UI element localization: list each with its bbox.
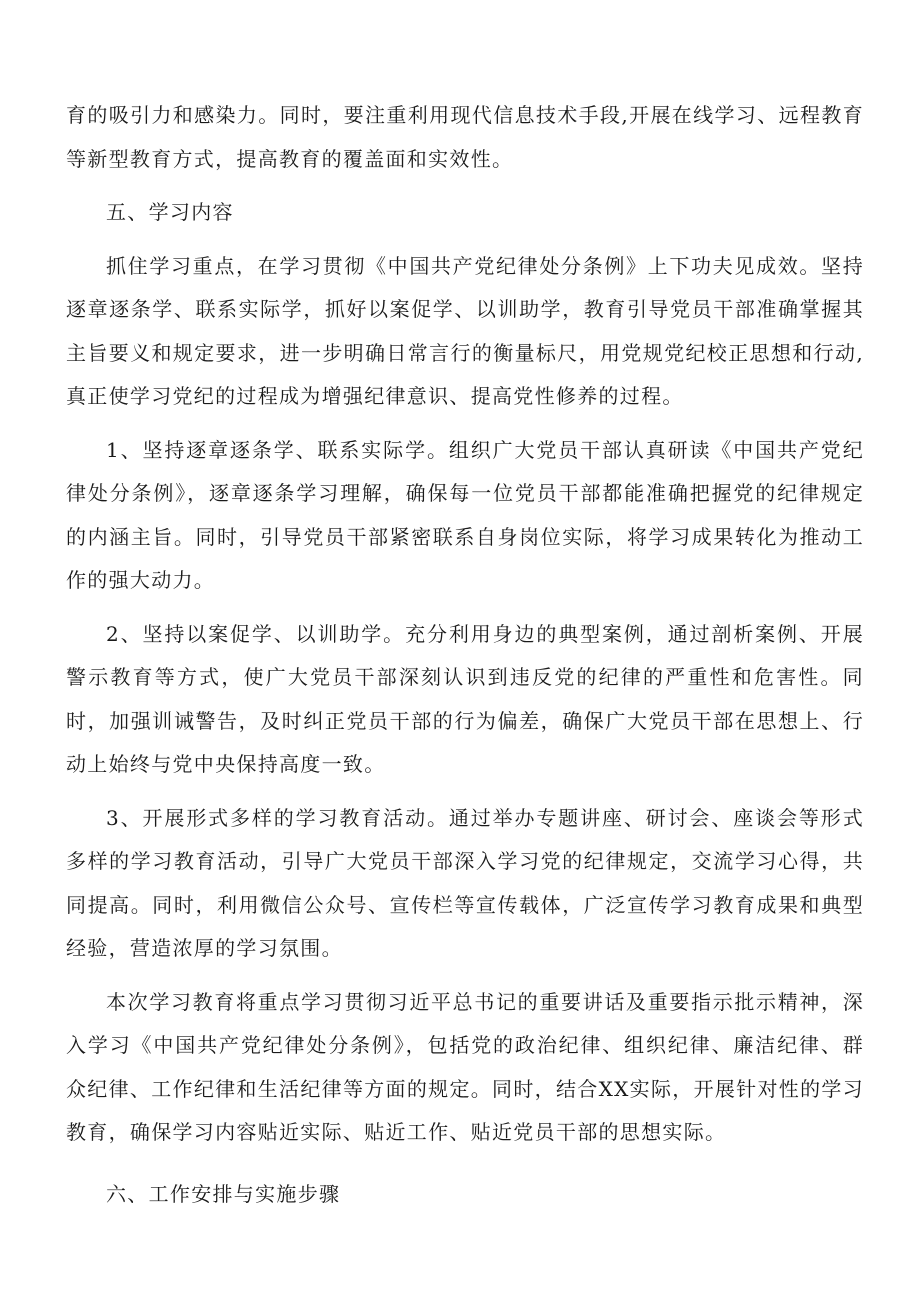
paragraph-study-focus: 抓住学习重点，在学习贯彻《中国共产党纪律处分条例》上下功夫见成效。坚持逐章逐条学、联系实际学，抓好以案促学、以训助学，教育引导党员干部准确掌握其主旨要义和规定要求，进一步明确日常言行的衡量标尺，用党规党纪校正思想和行动,真正使学习党纪的过程成为增强纪律意识、提高党性修养的过程。 xyxy=(66,253,864,408)
paragraph-continuation: 育的吸引力和感染力。同时，要注重利用现代信息技术手段,开展在线学习、远程教育等新型教育方式，提高教育的覆盖面和实效性。 xyxy=(66,103,864,171)
paragraph-item-2: 2、坚持以案促学、以训助学。充分利用身边的典型案例，通过剖析案例、开展警示教育等方式，使广大党员干部深刻认识到违反党的纪律的严重性和危害性。同时，加强训诫警告，及时纠正党员干部的行为偏差，确保广大党员干部在思想上、行动上始终与党中央保持高度一致。 xyxy=(66,621,864,776)
section-heading-5: 五、学习内容 xyxy=(106,200,234,224)
section-heading-6: 六、工作安排与实施步骤 xyxy=(106,1181,341,1206)
paragraph-item-1: 1、坚持逐章逐条学、联系实际学。组织广大党员干部认真研读《中国共产党纪律处分条例》，逐章逐条学习理解，确保每一位党员干部都能准确把握党的纪律规定的内涵主旨。同时，引导党员干部紧密联系自身岗位实际，将学习成果转化为推动工作的强大动力。 xyxy=(66,437,864,592)
paragraph-item-3: 3、开展形式多样的学习教育活动。通过举办专题讲座、研讨会、座谈会等形式多样的学习教育活动，引导广大党员干部深入学习党的纪律规定，交流学习心得，共同提高。同时，利用微信公众号、宣传栏等宣传载体，广泛宣传学习教育成果和典型经验，营造浓厚的学习氛围。 xyxy=(66,805,864,960)
paragraph-study-scope: 本次学习教育将重点学习贯彻习近平总书记的重要讲话及重要指示批示精神，深入学习《中国共产党纪律处分条例》，包括党的政治纪律、组织纪律、廉洁纪律、群众纪律、工作纪律和生活纪律等方面的规定。同时，结合XX实际，开展针对性的学习教育，确保学习内容贴近实际、贴近工作、贴近党员干部的思想实际。 xyxy=(66,989,864,1144)
